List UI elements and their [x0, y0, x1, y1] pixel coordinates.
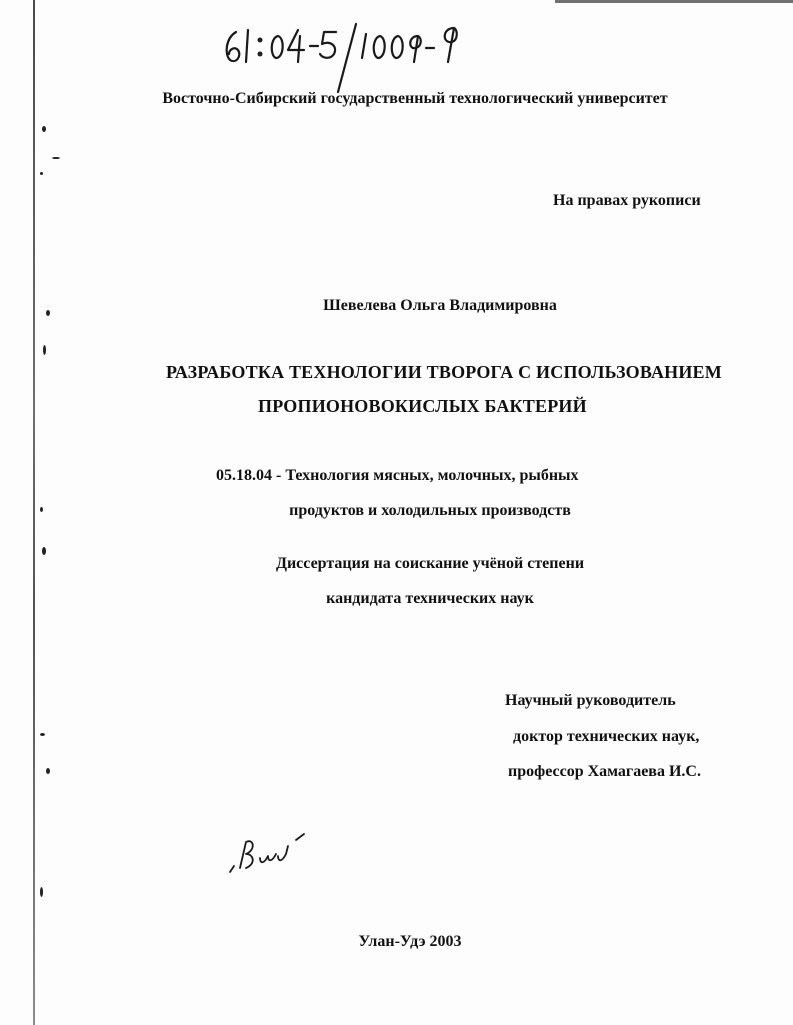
supervisor-line-1: Научный руководитель — [505, 692, 676, 709]
university-name: Восточно-Сибирский государственный технологический университет — [162, 90, 668, 107]
scan-speck — [42, 126, 46, 132]
supervisor-line-3: профессор Хамагаева И.С. — [508, 763, 701, 780]
scan-speck — [40, 507, 43, 512]
scan-speck — [40, 172, 43, 175]
dissertation-title-line-2: ПРОПИОНОВОКИСЛЫХ БАКТЕРИЙ — [258, 396, 587, 416]
handwritten-catalog-number — [218, 10, 478, 100]
specialty-line-2: продуктов и холодильных производств — [289, 502, 571, 519]
supervisor-line-2: доктор технических наук, — [513, 728, 700, 745]
scan-speck — [40, 887, 43, 897]
scan-left-edge — [33, 0, 35, 1025]
scan-speck — [42, 547, 46, 555]
author-name: Шевелева Ольга Владимировна — [323, 297, 557, 314]
city-year: Улан-Удэ 2003 — [358, 933, 462, 950]
degree-line-1: Диссертация на соискание учёной степени — [275, 555, 585, 572]
degree-line-2: кандидата технических наук — [326, 590, 534, 607]
scan-speck — [52, 157, 60, 159]
scan-speck — [46, 310, 50, 316]
scan-top-edge — [555, 0, 793, 3]
scan-speck — [46, 768, 50, 774]
dissertation-title-line-1: РАЗРАБОТКА ТЕХНОЛОГИИ ТВОРОГА С ИСПОЛЬЗОВАНИЕМ — [166, 362, 722, 382]
scan-speck — [43, 345, 46, 355]
scan-speck — [40, 733, 45, 736]
specialty-line-1: 05.18.04 - Технология мясных, молочных, рыбных — [216, 467, 579, 484]
manuscript-rights: На правах рукописи — [553, 192, 701, 209]
handwritten-signature — [226, 828, 316, 876]
